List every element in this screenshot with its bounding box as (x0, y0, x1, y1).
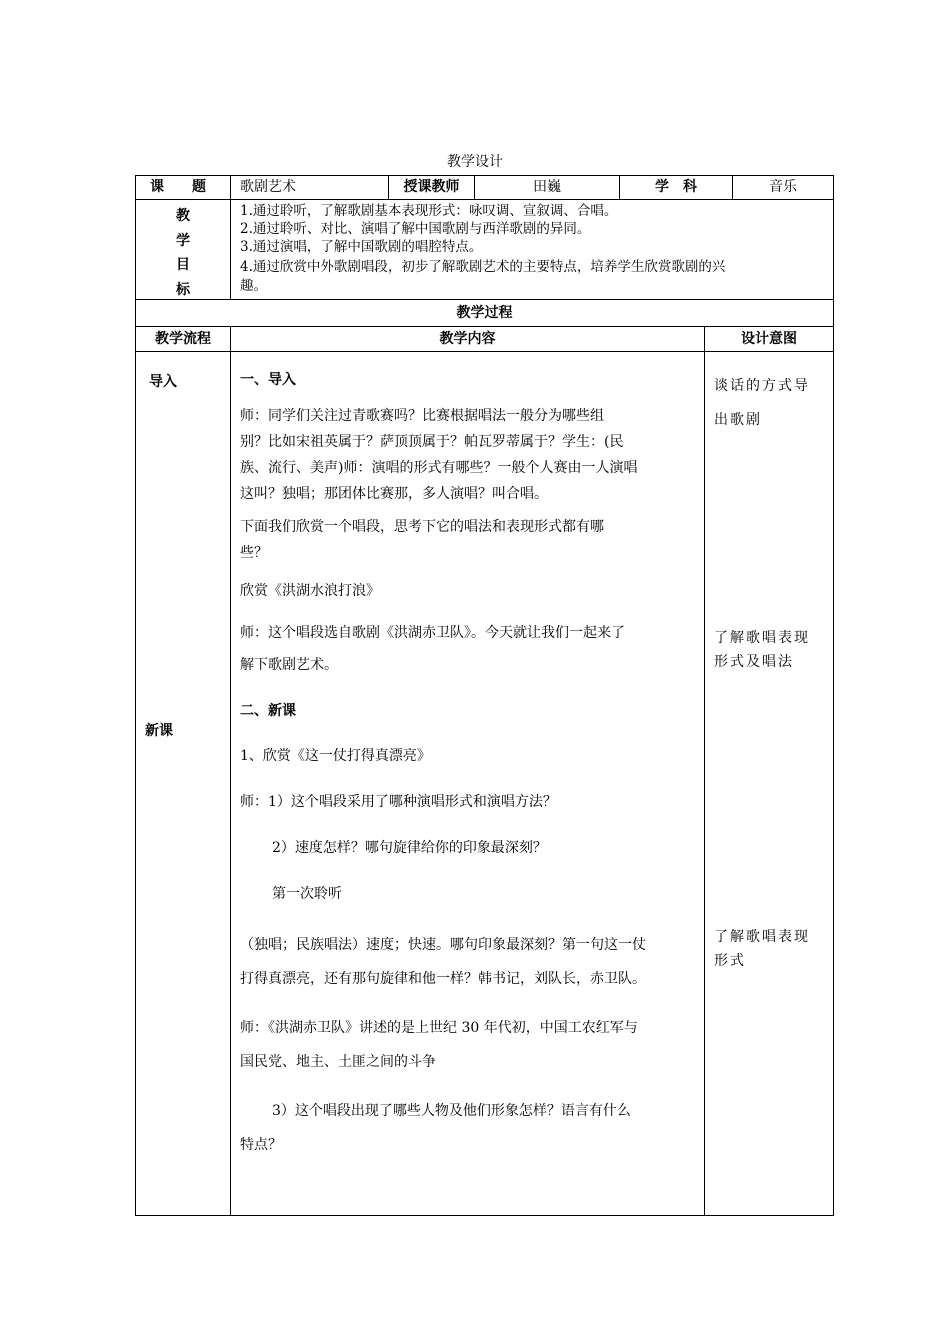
paragraph: 师：这个唱段选自歌剧《洪湖赤卫队》。今天就让我们一起来了 解下歌剧艺术。 (240, 625, 625, 673)
paragraph: 1、欣赏《这一仗打得真漂亮》 (240, 748, 431, 764)
paragraph: 欣赏《洪湖水浪打浪》 (240, 583, 380, 599)
subject-value: 音乐 (769, 179, 797, 195)
objective-item: 3.通过演唱，了解中国歌剧的唱腔特点。 (240, 239, 483, 255)
flow-new-lesson: 新课 (145, 723, 173, 739)
section-heading-new: 二、新课 (240, 703, 296, 719)
intent-note: 了解歌唱表现 形式及唱法 (714, 630, 810, 670)
col-intent-header: 设计意图 (741, 331, 797, 347)
paragraph: 师：《洪湖赤卫队》讲述的是上世纪 30 年代初，中国工农红军与 国民党、地主、土匪之间的斗争 (240, 1020, 638, 1070)
flow-intro: 导入 (149, 374, 177, 390)
paragraph: 3）这个唱段出现了哪些人物及他们形象怎样？语言有什么 特点？ (240, 1103, 631, 1153)
teacher-label: 授课教师 (403, 179, 460, 195)
objective-item: 4.通过欣赏中外歌剧唱段，初步了解歌剧艺术的主要特点，培养学生欣赏歌剧的兴 (240, 259, 726, 275)
paragraph: 第一次聆听 (272, 886, 342, 902)
subject-label: 学 科 (655, 179, 697, 195)
document-title: 教学设计 (447, 154, 503, 170)
paragraph: 师：同学们关注过青歌赛吗？比赛根据唱法一般分为哪些组 别？比如宋祖英属于？萨顶顶属于？帕瓦罗蒂属于？学生：(民 族、流行、美声)师：演唱的形式有哪些？一般个人赛由一人演唱 这叫？独唱；那团体比赛那，多人演唱？叫合唱。 (240, 408, 638, 502)
intent-note: 谈话的方式导 出歌剧 (714, 378, 810, 428)
section-heading-intro: 一、导入 (240, 372, 296, 388)
paragraph: 师：1）这个唱段采用了哪种演唱形式和演唱方法？ (240, 794, 557, 810)
paragraph: （独唱；民族唱法）速度；快速。哪句印象最深刻？第一句这一仗 打得真漂亮，还有那句旋律和他一样？韩书记，刘队长，赤卫队。 (240, 937, 646, 987)
col-flow-header: 教学流程 (155, 331, 211, 347)
process-title: 教学过程 (456, 305, 513, 321)
paragraph: 2）速度怎样？哪句旋律给你的印象最深刻？ (272, 840, 547, 856)
topic-value: 歌剧艺术 (240, 179, 296, 195)
objectives-label: 教 学 目 标 (176, 208, 190, 298)
col-content-header: 教学内容 (439, 331, 496, 347)
paragraph: 下面我们欣赏一个唱段，思考下它的唱法和表现形式都有哪 些？ (240, 519, 604, 561)
objective-item: 趣。 (240, 278, 267, 294)
objective-item: 1.通过聆听，了解歌剧基本表现形式：咏叹调、宣叙调、合唱。 (240, 203, 618, 219)
objective-item: 2.通过聆听、对比、演唱了解中国歌剧与西洋歌剧的异同。 (240, 221, 591, 237)
topic-label: 课 题 (150, 179, 206, 195)
intent-note: 了解歌唱表现 形式 (714, 929, 810, 969)
teacher-value: 田巍 (533, 179, 561, 195)
